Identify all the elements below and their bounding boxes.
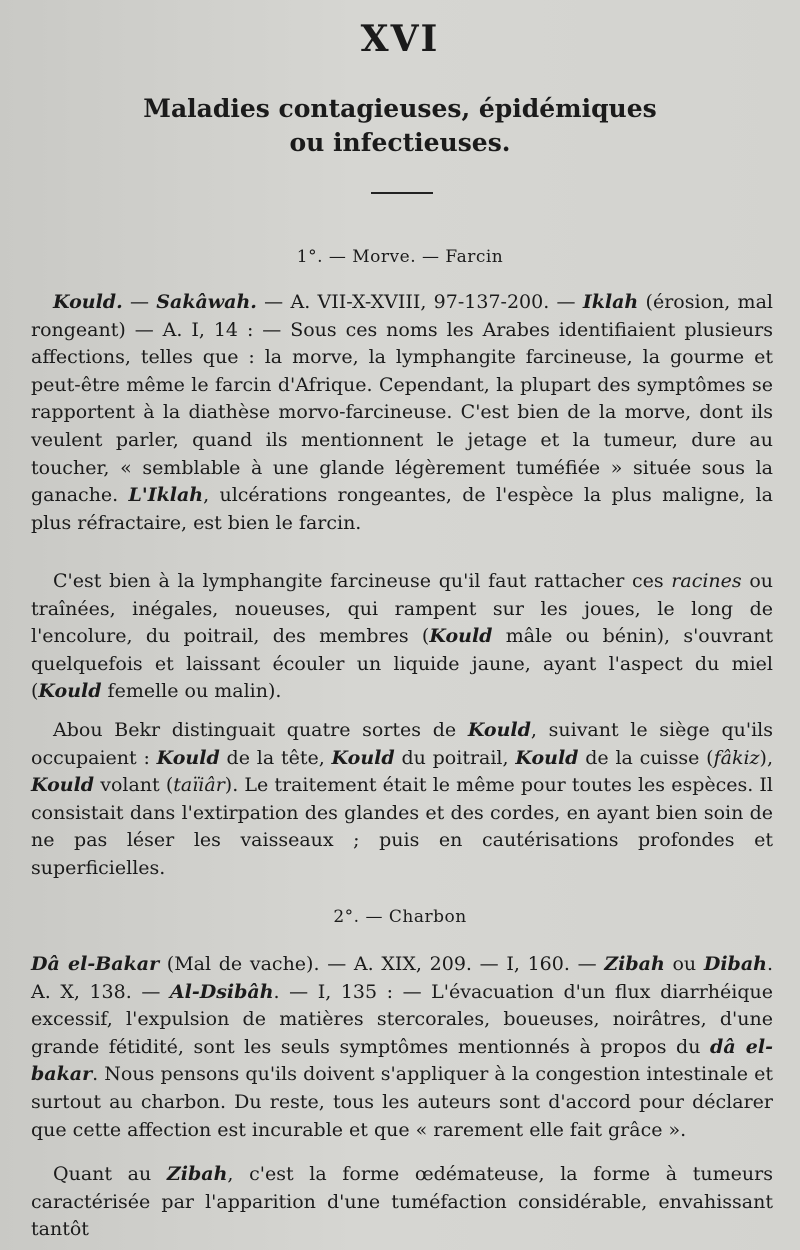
term-al-dsibah: Al-Dsibâh [169, 980, 274, 1003]
text-run: , ulcérations rongeantes, de l'espèce la plus maligne, la plus réfractaire, est bien le farcin. [31, 484, 773, 534]
term-kould: Kould [515, 746, 579, 769]
text-run: , c'est la forme œdémateuse, la forme à tumeurs caractérisée par l'apparition d'une tuméfaction considérable, envahissant tantôt [31, 1163, 773, 1241]
text-run: (Mal de vache). — A. XIX, 209. — I, 160. — [159, 953, 605, 975]
term-iklah: Iklah [582, 291, 639, 313]
term-zibah: Zibah [604, 953, 665, 975]
text-run: . A. X, 138. — [31, 953, 773, 1003]
term-dibah: Dibah [703, 953, 767, 975]
section-heading-charbon: 2°. — Charbon [333, 907, 467, 927]
chapter-number: XVI [360, 18, 440, 60]
text-run: femelle ou malin). [101, 680, 282, 703]
text-run: , suivant le siège qu'ils occupaient : [31, 719, 773, 769]
text-run: de la cuisse ( [578, 746, 714, 769]
term-da-el-bakar: Dâ el-Bakar [31, 953, 160, 975]
paragraph-kould [31, 289, 773, 537]
term-kould: Kould [331, 746, 395, 769]
term-fakiz: fâkiz [713, 746, 760, 769]
text-run: du poitrail, [394, 746, 516, 769]
text-run: ou traînées, inégales, noueuses, qui rampent sur les joues, le long de l'encolure, du poitrail, des membres ( [31, 570, 773, 648]
text-run: . — I, 135 : — L'évacuation d'un flux diarrhéique excessif, l'expulsion de matières stercorales, boueuses, noirâtres, d'une grande fétidité, sont les seuls symptômes mentionnés à propos du [31, 980, 774, 1058]
text-run: ). Le traitement était le même pour toutes les espèces. Il consistait dans l'extirpation des glandes et des cordes, en ayant bien soin de ne pas léser les vaisseaux ; puis en cautérisations profondes et superficielles. [31, 774, 773, 879]
term-kould: Kould. [53, 291, 123, 313]
text-run: Quant au [53, 1163, 167, 1185]
term-iklah-2: L'Iklah [128, 484, 204, 507]
term-taiiar: taïiâr [173, 774, 225, 797]
term-kould: Kould [156, 746, 220, 769]
term-da-el-bakar-2: dâ el-bakar [31, 1035, 773, 1086]
text-run: (érosion, mal rongeant) — A. I, 14 : — Sous ces noms les Arabes identifiaient plusieurs affections, telles que : la morve, la lymphangite farcineuse, la gourme et peut-être même le farcin d'Afrique. Cependant, la plupart des symptômes se rapportent à la diathèse morvo-farcineuse. C'est bien de la morve, dont ils veulent parler, quand ils mentionnent le jetage et la tumeur, dure au toucher, « semblable à une glande légèrement tuméfiée » située sous la ganache. [31, 291, 773, 507]
term-kould: Kould [429, 625, 493, 648]
text-run: mâle ou bénin), s'ouvrant quelquefois et laissant écouler un liquide jaune, ayant l'aspect du miel ( [31, 625, 773, 703]
title-divider [371, 192, 433, 194]
text-run: volant ( [94, 774, 174, 797]
paragraph-zibah [31, 1161, 773, 1244]
section-heading-morve: 1°. — Morve. — Farcin [296, 247, 504, 267]
chapter-title [0, 92, 800, 160]
paragraph-lymphangite [31, 568, 773, 706]
paragraph-abou-bekr [31, 717, 773, 883]
chapter-title-line-2: ou infectieuses. [289, 128, 511, 157]
term-sakawah: Sakâwah. [156, 291, 257, 313]
text-run: — [122, 291, 157, 313]
term-kould: Kould [38, 680, 102, 703]
chapter-title-line-1: Maladies contagieuses, épidémiques [143, 94, 657, 123]
term-kould: Kould [31, 774, 95, 797]
paragraph-da-el-bakar [31, 951, 773, 1144]
text-run: — A. VII-X-XVIII, 97-137-200. — [256, 291, 583, 313]
term-racines: racines [671, 570, 742, 592]
text-run: de la tête, [219, 746, 332, 769]
text-run: ), [759, 746, 773, 769]
text-run: C'est bien à la lymphangite farcineuse qu'il faut rattacher ces [53, 570, 672, 592]
term-kould: Kould [467, 719, 531, 741]
term-zibah: Zibah [166, 1163, 228, 1185]
text-run: ou [664, 953, 704, 975]
text-run: Abou Bekr distinguait quatre sortes de [53, 719, 468, 741]
text-run: . Nous pensons qu'ils doivent s'appliquer à la congestion intestinale et surtout au charbon. Du reste, tous les auteurs sont d'accord pour déclarer que cette affection est incurable et que « rarement elle fait grâce ». [31, 1063, 773, 1141]
